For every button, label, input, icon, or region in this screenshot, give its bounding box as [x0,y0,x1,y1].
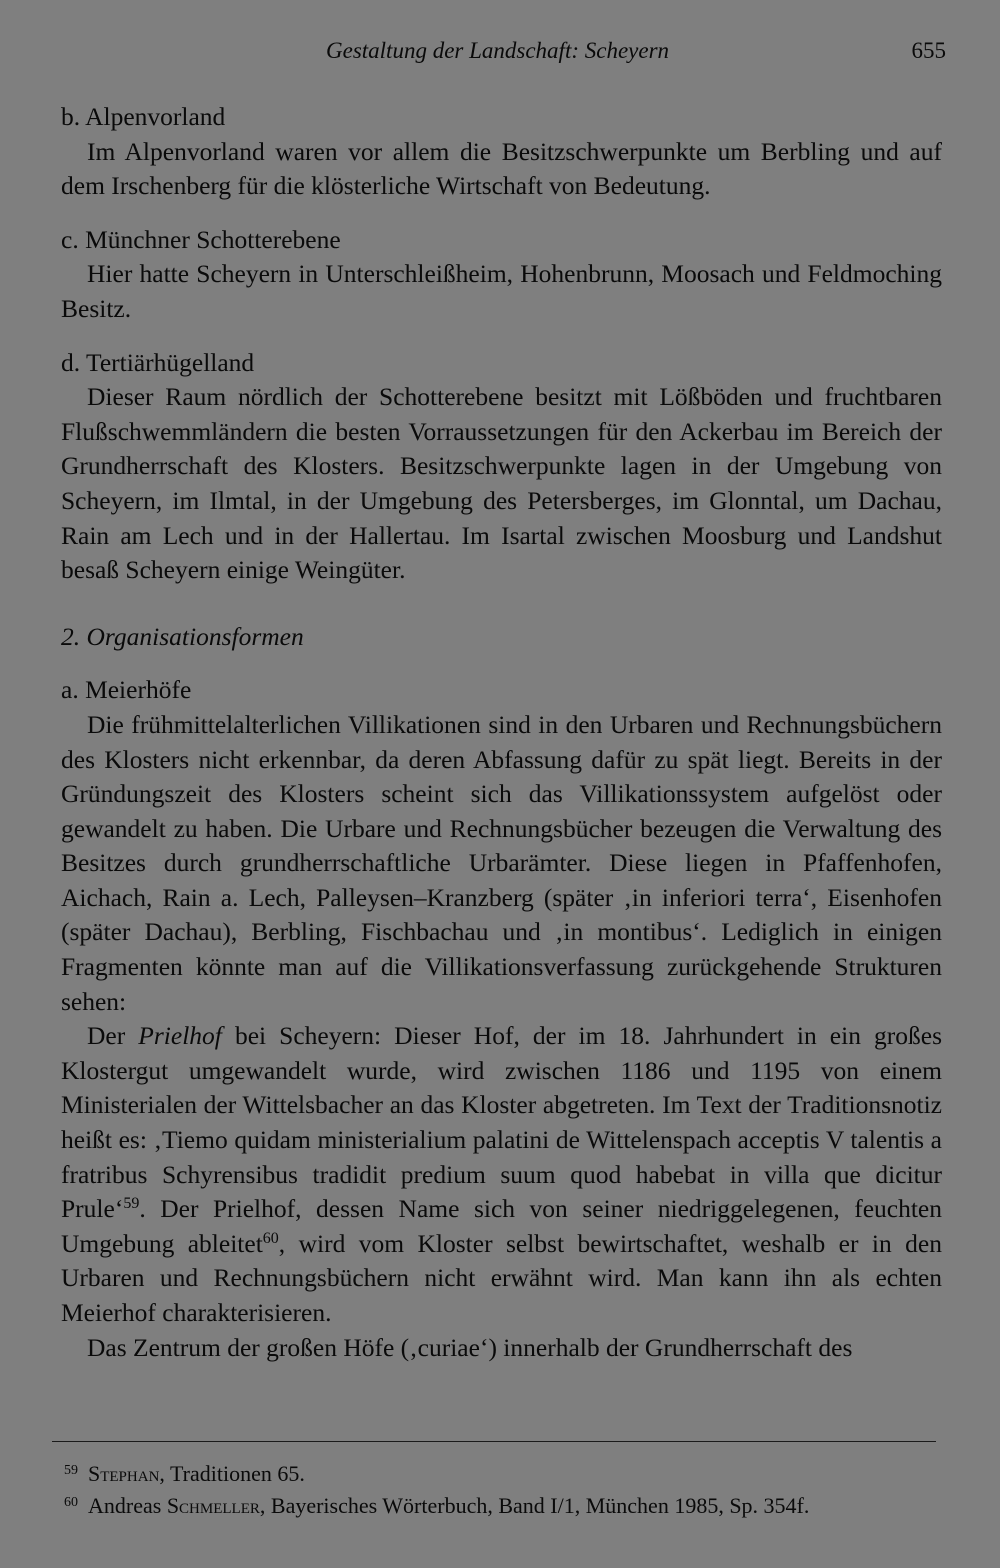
subsection-heading-d: d. Tertiärhügelland [61,347,255,377]
subsection-heading-c: c. Münchner Schotterebene [61,224,341,254]
paragraph-tertiaerhuegelland: Dieser Raum nördlich der Schotterebene besitzt mit Lößböden und fruchtbaren Flußschwemmländern die besten Vorraussetzungen für den Ackerbau im Bereich der Grundherrschaft des Klosters. Besitzschwerpunkte lagen in der Umgebung von Scheyern, im Ilmtal, in der Umgebung des Petersberges, im Glonntal, um Dachau, Rain am Lech und in der Hallertau. Im Isartal zwischen Moosburg und Landshut besaß Scheyern einige Weingüter. [61,382,942,585]
paragraph-curiae: Das Zentrum der großen Höfe (‚curiae‘) innerhalb der Grundherrschaft des [87,1332,853,1362]
running-title: Gestaltung der Landschaft: Scheyern [326,38,670,63]
footnote-number: 59 [64,1463,78,1478]
running-header [60,38,946,72]
footnote-text: , Traditionen 65. [159,1461,305,1486]
footnote-ref-60[interactable]: 60 [262,1229,279,1247]
body-text [61,100,942,1365]
prielhof-text-1: bei Scheyern: Dieser Hof, der im 18. Jahrhundert in ein großes Klostergut umgewandelt wurde, wird zwischen 1186 und 1195 von einem Ministerialen der Wittelsbacher an das Kloster abgetreten. Im Text der Traditionsnotiz heißt es: ‚Tiemo quidam ministerialium palatini de Wittelenspach acceptis V talentis a fratribus Schyrensibus tradidit predium suum quod habebat in villa que dicitur Prule‘ [61,1021,942,1224]
subsection-heading-b: b. Alpenvorland [61,102,226,131]
prielhof-text-3: , wird vom Kloster selbst bewirtschaftet, weshalb er in den Urbaren und Rechnungsbüchern nicht erwähnt wird. Man kann ihn als echten Meierhof charakterisieren. [61,1228,942,1327]
paragraph-alpenvorland: Im Alpenvorland waren vor allem die Besitzschwerpunkte um Berbling und auf dem Irschenberg für die klösterliche Wirtschaft von Bedeutung. [61,136,942,201]
prielhof-text-2: . Der Prielhof, dessen Name sich von seiner niedriggelegenen, feuchten Umgebung ableitet [61,1194,942,1258]
footnote-number: 60 [64,1495,78,1510]
paragraph-prielhof [61,1019,942,1330]
paragraph-schotterebene: Hier hatte Scheyern in Unterschleißheim, Hohenbrunn, Moosach und Feldmoching Besitz. [61,259,942,323]
footnotes [64,1456,934,1520]
footnote-60 [64,1488,934,1520]
footnote-author: Schmeller [166,1493,260,1518]
footnote-divider [52,1441,936,1442]
footnote-text: , Bayerisches Wörterbuch, Band I/1, München 1985, Sp. 354f. [259,1493,810,1518]
footnote-ref-59[interactable]: 59 [123,1195,140,1213]
paragraph-meierhoefe: Die frühmittelalterlichen Villikationen sind in den Urbaren und Rechnungsbüchern des Klosters nicht erkennbar, da deren Abfassung dafür zu spät liegt. Bereits in der Gründungszeit des Klosters scheint sich das Villikationssystem aufgelöst oder gewandelt zu haben. Die Urbare und Rechnungsbücher bezeugen die Verwaltung des Besitzes durch grundherrschaftliche Urbarämter. Diese liegen in Pfaffenhofen, Aichach, Rain a. Lech, Palleysen–Kranzberg (später ‚in inferiori terra‘, Eisenhofen (später Dachau), Berbling, Fischbachau und ‚in montibus‘. Lediglich in einigen Fragmenten könnte man auf die Villikationsverfassung zurückgehende Strukturen sehen: [61,709,942,1016]
footnote-prefix: Andreas [88,1493,167,1518]
subsection-heading-a: a. Meierhöfe [61,675,192,705]
prielhof-name: Prielhof [138,1021,222,1051]
footnote-59 [64,1456,934,1488]
footnote-author: Stephan [88,1461,160,1486]
prielhof-lead: Der [87,1021,139,1051]
section-title-organisationsformen: 2. Organisationsformen [61,621,304,651]
page-number: 655 [911,38,946,63]
